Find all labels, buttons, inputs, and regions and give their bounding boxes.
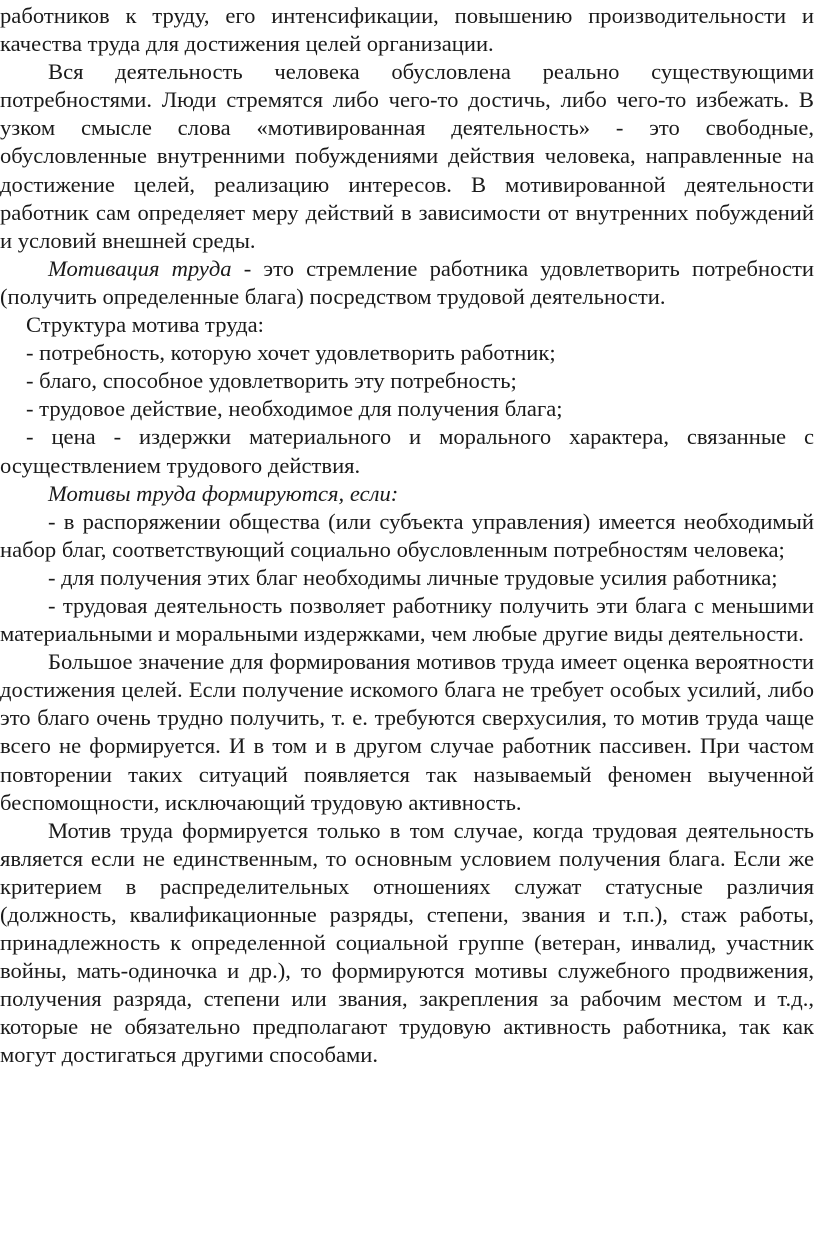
list-item-personal-effort: - для получения этих благ необходимы личные трудовые усилия работника; xyxy=(48,564,778,590)
paragraph-labor-motivation-definition xyxy=(0,255,814,311)
term-labor-motivation: Мотивация труда xyxy=(48,255,232,281)
paragraph-probability-assessment: Большое значение для формирования мотивов труда имеет оценка вероятности достижения целей. Если получение искомого блага не требует особых усилий, либо это благо очень трудно получить, т. е. требуются сверхусилия, то мотив труда чаще всего не формируется. И в том и в другом случае работник пассивен. При частом повторении таких ситуаций появляется так называемый феномен выученной беспомощности, исключающий трудовую активность. xyxy=(0,649,814,815)
paragraph-motive-structure-heading: Структура мотива труда: xyxy=(26,312,264,338)
paragraph-motivated-activity: Вся деятельность человека обусловлена реально существующими потребностями. Люди стремятся либо чего-то достичь, либо чего-то избежать. В узком смысле слова «мотивированная деятельность» - это свободные, обусловленные внутренними побуждениями действия человека, направленные на достижение целей, реализацию интересов. В мотивированной деятельности работник сам определяет меру действий в зависимости от внутренних побуждений и условий внешней среды. xyxy=(0,59,814,253)
list-item-need: - потребность, которую хочет удовлетворить работник; xyxy=(26,340,556,366)
list-item-price: - цена - издержки материального и морального характера, связанные с осуществлением трудового действия. xyxy=(0,424,814,478)
list-item-lower-costs: - трудовая деятельность позволяет работнику получить эти блага с меньшими материальными и моральными издержками, чем любые другие виды деятельности. xyxy=(0,592,814,647)
paragraph-continuation: работников к труду, его интенсификации, повышению производительности и качества труда для достижения целей организации. xyxy=(0,3,814,57)
definition-text: - это стремление работника удовлетворить потребности (получить определенные блага) посредством трудовой деятельности. xyxy=(0,255,814,309)
list-item-labor-action: - трудовое действие, необходимое для получения блага; xyxy=(26,396,563,422)
list-item-available-goods: - в распоряжении общества (или субъекта управления) имеется необходимый набор благ, соответствующий социально обусловленным потребностям человека; xyxy=(0,508,814,562)
list-item-good: - благо, способное удовлетворить эту потребность; xyxy=(26,368,517,394)
document-page xyxy=(0,2,816,1070)
paragraph-motive-formation-conditions: Мотив труда формируется только в том случае, когда трудовая деятельность является если не единственным, то основным условием получения блага. Если же критерием в распределительных отношениях служат статусные различия (должность, квалификационные разряды, степени, звания и т.п.), стаж работы, принадлежность к определенной социальной группе (ветеран, инвалид, участник войны, мать-одиночка и др.), то формируются мотивы служебного продвижения, получения разряда, степени или звания, закрепления за рабочим местом и т.д., которые не обязательно предполагают трудовую активность работника, так как могут достигаться другими способами. xyxy=(0,817,814,1068)
paragraph-motive-conditions-heading: Мотивы труда формируются, если: xyxy=(48,480,399,506)
